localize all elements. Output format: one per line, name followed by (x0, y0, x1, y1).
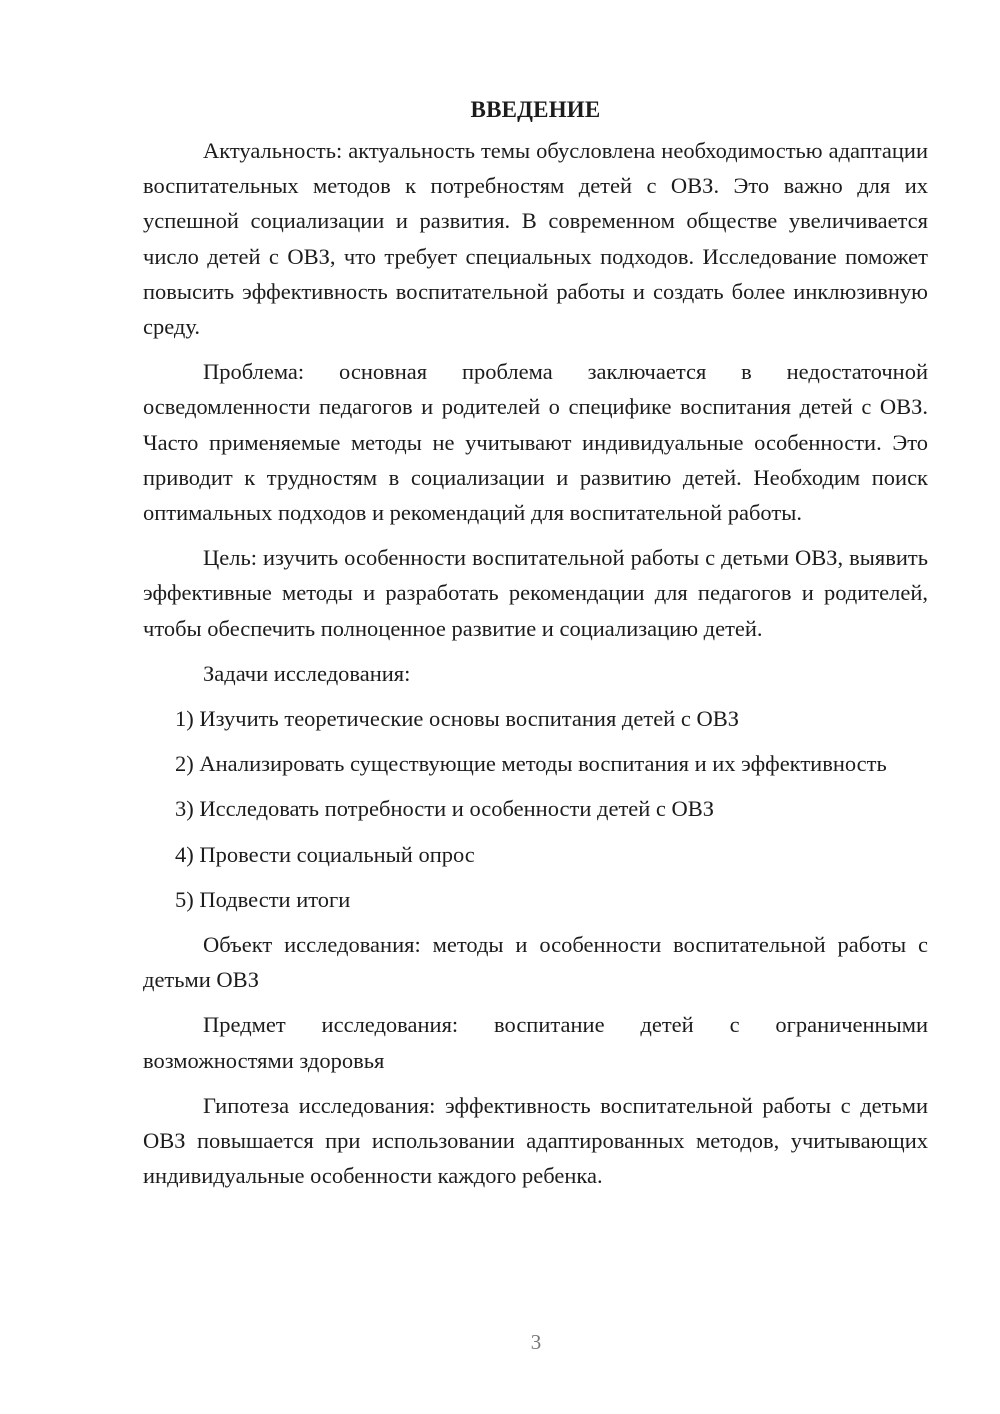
spacer (143, 1078, 928, 1088)
page-number: 3 (530, 1330, 542, 1354)
paragraph-subject: Предмет исследования: воспитание детей с ограниченными возможностями здоровья (143, 1012, 928, 1073)
list-item-task-3: 3) Исследовать потребности и особенности детей с ОВЗ (175, 796, 715, 822)
list-item-task-5: 5) Подвести итоги (175, 886, 351, 912)
page-title: ВВЕДЕНИЕ (470, 97, 601, 122)
list-item-task-4: 4) Провести социальный опрос (175, 841, 475, 867)
list-item-task-1: 1) Изучить теоретические основы воспитания детей с ОВЗ (175, 706, 739, 732)
paragraph-tasks-heading: Задачи исследования: (203, 660, 411, 686)
spacer (143, 917, 928, 927)
spacer (143, 691, 928, 701)
spacer (143, 827, 928, 837)
spacer (143, 530, 928, 540)
spacer (143, 344, 928, 354)
paragraph-object: Объект исследования: методы и особенности воспитательной работы с детьми ОВЗ (143, 932, 928, 993)
list-item-task-2: 2) Анализировать существующие методы воспитания и их эффективность (175, 751, 887, 777)
spacer (143, 872, 928, 882)
spacer (143, 997, 928, 1007)
spacer (143, 736, 928, 746)
paragraph-relevance: Актуальность: актуальность темы обусловлена необходимостью адаптации воспитательных методов к потребностям детей с ОВЗ. Это важно для их успешной социализации и развития. В современном обществе увеличивается число детей с ОВЗ, что требует специальных подходов. Исследование поможет повысить эффективность воспитательной работы и создать более инклюзивную среду. (143, 138, 928, 340)
page-content (143, 92, 928, 1193)
spacer (143, 781, 928, 791)
paragraph-goal: Цель: изучить особенности воспитательной работы с детьми ОВЗ, выявить эффективные методы и разработать рекомендации для педагогов и родителей, чтобы обеспечить полноценное развитие и социализацию детей. (143, 545, 928, 641)
paragraph-hypothesis: Гипотеза исследования: эффективность воспитательной работы с детьми ОВЗ повышается при использовании адаптированных методов, учитывающих индивидуальные особенности каждого ребенка. (143, 1092, 928, 1189)
paragraph-problem: Проблема: основная проблема заключается в недостаточной осведомленности педагогов и родителей о специфике воспитания детей с ОВЗ. Часто применяемые методы не учитывают индивидуальные особенности. Это приводит к трудностям в социализации и развитию детей. Необходим поиск оптимальных подходов и рекомендаций для воспитательной работы. (143, 359, 928, 526)
spacer (143, 646, 928, 656)
